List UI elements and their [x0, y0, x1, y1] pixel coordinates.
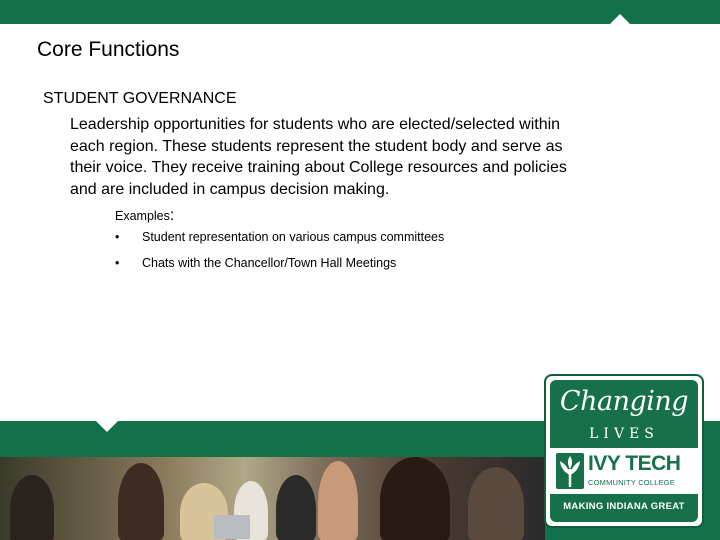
- student-figure: [10, 475, 54, 540]
- list-item: [115, 229, 603, 255]
- bullet-icon: •: [115, 230, 120, 244]
- logo-brand-name: IVY TECH: [588, 452, 681, 475]
- footer-notch: [96, 421, 118, 432]
- body-paragraph: Leadership opportunities for students who are elected/selected within each region. These students represent the student body and serve as their voice. They receive training about College resources and policies and are included in campus decision making.: [70, 116, 567, 198]
- examples-label-text: Examples: [115, 209, 170, 223]
- examples-label-colon: :: [169, 207, 175, 224]
- logo-brand-box: [550, 448, 698, 494]
- list-item-text: Chats with the Chancellor/Town Hall Meetings: [142, 256, 397, 270]
- examples-label: [115, 208, 603, 224]
- laptop-icon: [214, 515, 250, 539]
- list-item: [115, 255, 603, 281]
- list-item-text: Student representation on various campus committees: [142, 230, 445, 244]
- examples-list: [115, 229, 603, 281]
- slide-content: [43, 89, 603, 281]
- logo-tagline-lives: LIVES: [589, 426, 659, 442]
- header-notch: [610, 14, 630, 24]
- student-figure: [118, 463, 164, 540]
- logo-brand-subtitle: COMMUNITY COLLEGE: [588, 478, 676, 487]
- leaf-icon: [556, 453, 584, 489]
- students-photo: [0, 457, 545, 540]
- slide-title: Core Functions: [37, 38, 180, 61]
- student-figure: [380, 457, 450, 540]
- logo-panel: [550, 380, 698, 522]
- examples-block: [115, 208, 603, 281]
- logo-tagline-changing: Changing: [559, 386, 689, 417]
- bullet-icon: •: [115, 256, 120, 270]
- student-figure: [276, 475, 316, 540]
- section-heading: STUDENT GOVERNANCE: [43, 90, 237, 107]
- student-figure: [468, 467, 524, 540]
- student-figure: [318, 461, 358, 540]
- ivy-tech-logo: [544, 374, 704, 528]
- logo-slogan: MAKING INDIANA GREAT: [563, 501, 685, 512]
